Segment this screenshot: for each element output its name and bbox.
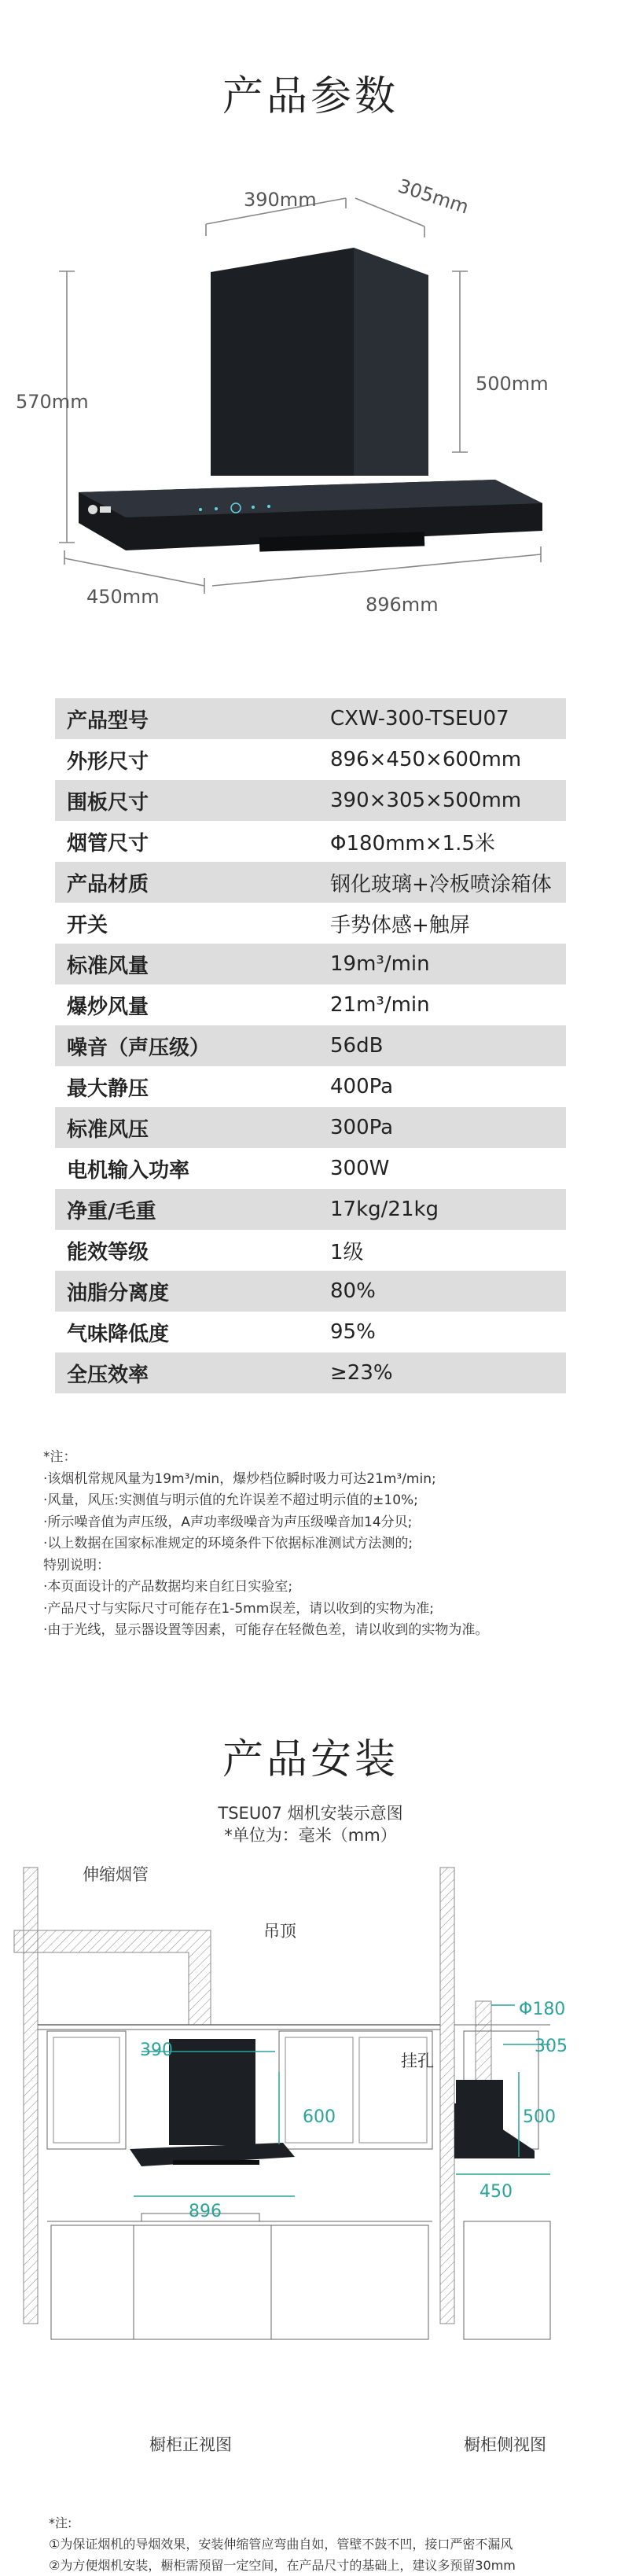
spec-key: 最大静压 bbox=[55, 1066, 330, 1107]
dim-height-total: 570mm bbox=[16, 391, 89, 413]
spec-table bbox=[55, 698, 566, 1393]
dim-depth-top: 305mm bbox=[395, 175, 472, 219]
spec-row bbox=[55, 1312, 566, 1352]
dim-front-390: 390 bbox=[140, 2041, 173, 2060]
label-side-view: 橱柜侧视图 bbox=[464, 2435, 546, 2454]
note-line: ·该烟机常规风量为19m³/min，爆炒档位瞬时吸力可达21m³/min; bbox=[43, 1470, 436, 1487]
spec-value: 17kg/21kg bbox=[330, 1189, 566, 1230]
note-line: ·本页面设计的产品数据均来自红日实验室; bbox=[43, 1579, 293, 1595]
spec-value: 80% bbox=[330, 1271, 566, 1312]
spec-key: 产品型号 bbox=[55, 698, 330, 739]
spec-key: 噪音（声压级） bbox=[55, 1025, 330, 1066]
install-diagram-caption: TSEU07 烟机安装示意图 bbox=[218, 1804, 403, 1823]
spec-row bbox=[55, 821, 566, 862]
install-note-line: ①为保证烟机的导烟效果，安装伸缩管应弯曲自如，管壁不鼓不凹，接口严密不漏风 bbox=[49, 2537, 513, 2552]
dim-side-450: 450 bbox=[480, 2182, 513, 2202]
dim-side-phi180: Φ180 bbox=[519, 2000, 566, 2019]
spec-key: 围板尺寸 bbox=[55, 780, 330, 821]
spec-row bbox=[55, 1230, 566, 1271]
note-line: ·所示噪音值为声压级，A声功率级噪音为声压级噪音加14分贝; bbox=[43, 1514, 413, 1530]
spec-value: 300W bbox=[330, 1148, 566, 1189]
spec-key: 产品材质 bbox=[55, 862, 330, 903]
spec-row bbox=[55, 862, 566, 903]
spec-value: 56dB bbox=[330, 1025, 566, 1066]
dim-side-305: 305 bbox=[535, 2037, 568, 2056]
spec-notes bbox=[43, 1447, 593, 1642]
spec-value: 896×450×600mm bbox=[330, 739, 566, 780]
spec-value: 19m³/min bbox=[330, 944, 566, 984]
label-front-view: 橱柜正视图 bbox=[149, 2435, 232, 2454]
spec-value: 390×305×500mm bbox=[330, 780, 566, 821]
spec-row bbox=[55, 1107, 566, 1148]
dim-depth-panel: 450mm bbox=[86, 586, 160, 608]
spec-key: 开关 bbox=[55, 903, 330, 944]
dim-front-600: 600 bbox=[303, 2107, 336, 2127]
install-unit-note: *单位为：毫米（mm） bbox=[224, 1826, 397, 1845]
dim-width-panel: 896mm bbox=[366, 594, 439, 616]
spec-key: 净重/毛重 bbox=[55, 1189, 330, 1230]
dim-height-box: 500mm bbox=[476, 373, 549, 395]
spec-value: Φ180mm×1.5米 bbox=[330, 821, 566, 862]
spec-row bbox=[55, 1271, 566, 1312]
spec-row bbox=[55, 1189, 566, 1230]
spec-row bbox=[55, 984, 566, 1025]
spec-value: 21m³/min bbox=[330, 984, 566, 1025]
spec-key: 标准风压 bbox=[55, 1107, 330, 1148]
spec-row bbox=[55, 739, 566, 780]
spec-key: 烟管尺寸 bbox=[55, 821, 330, 862]
spec-row bbox=[55, 903, 566, 944]
flexible-duct bbox=[14, 1930, 211, 2025]
section-title-install: 产品安装 bbox=[222, 1736, 399, 1783]
spec-row bbox=[55, 1352, 566, 1393]
spec-value: 95% bbox=[330, 1312, 566, 1352]
spec-row bbox=[55, 1025, 566, 1066]
note-line: ·以上数据在国家标准规定的环境条件下依据标准测试方法测的; bbox=[43, 1536, 413, 1551]
spec-value: 1级 bbox=[330, 1230, 566, 1271]
spec-row bbox=[55, 1148, 566, 1189]
dim-front-896: 896 bbox=[189, 2202, 222, 2221]
range-hood-dimension-diagram bbox=[0, 165, 621, 637]
note-line: ·由于光线，显示器设置等因素，可能存在轻微色差，请以收到的实物为准。 bbox=[43, 1622, 489, 1638]
spec-value: 300Pa bbox=[330, 1107, 566, 1148]
section-title-params: 产品参数 bbox=[222, 73, 399, 120]
spec-key: 爆炒风量 bbox=[55, 984, 330, 1025]
note-line: ·风量，风压:实测值与明示值的允许误差不超过明示值的±10%; bbox=[43, 1492, 418, 1508]
spec-row bbox=[55, 944, 566, 984]
note-line: ·产品尺寸与实际尺寸可能存在1-5mm误差，请以收到的实物为准; bbox=[43, 1600, 435, 1617]
spec-key: 电机输入功率 bbox=[55, 1148, 330, 1189]
spec-row bbox=[55, 698, 566, 739]
install-notes bbox=[49, 2512, 516, 2576]
spec-value: 钢化玻璃+冷板喷涂箱体 bbox=[330, 862, 566, 903]
install-note-line: ②为方便烟机安装，橱柜需预留一定空间，在产品尺寸的基础上，建议多预留30mm bbox=[49, 2558, 516, 2573]
note-line: *注： bbox=[43, 1449, 77, 1465]
spec-key: 标准风量 bbox=[55, 944, 330, 984]
install-note-line: *注: bbox=[49, 2515, 72, 2530]
spec-key: 能效等级 bbox=[55, 1230, 330, 1271]
spec-key: 外形尺寸 bbox=[55, 739, 330, 780]
spec-value: ≥23% bbox=[330, 1352, 566, 1393]
spec-row bbox=[55, 1066, 566, 1107]
dim-side-500: 500 bbox=[523, 2107, 556, 2127]
note-line: 特别说明： bbox=[43, 1557, 110, 1573]
spec-key: 油脂分离度 bbox=[55, 1271, 330, 1312]
spec-value: 手势体感+触屏 bbox=[330, 903, 566, 944]
spec-value: 400Pa bbox=[330, 1066, 566, 1107]
label-hole: 挂孔 bbox=[401, 2052, 434, 2070]
spec-key: 全压效率 bbox=[55, 1352, 330, 1393]
spec-key: 气味降低度 bbox=[55, 1312, 330, 1352]
label-ceiling: 吊顶 bbox=[263, 1922, 296, 1941]
dim-width-top: 390mm bbox=[244, 189, 317, 211]
label-duct: 伸缩烟管 bbox=[83, 1865, 149, 1884]
spec-row bbox=[55, 780, 566, 821]
spec-value: CXW-300-TSEU07 bbox=[330, 698, 566, 739]
